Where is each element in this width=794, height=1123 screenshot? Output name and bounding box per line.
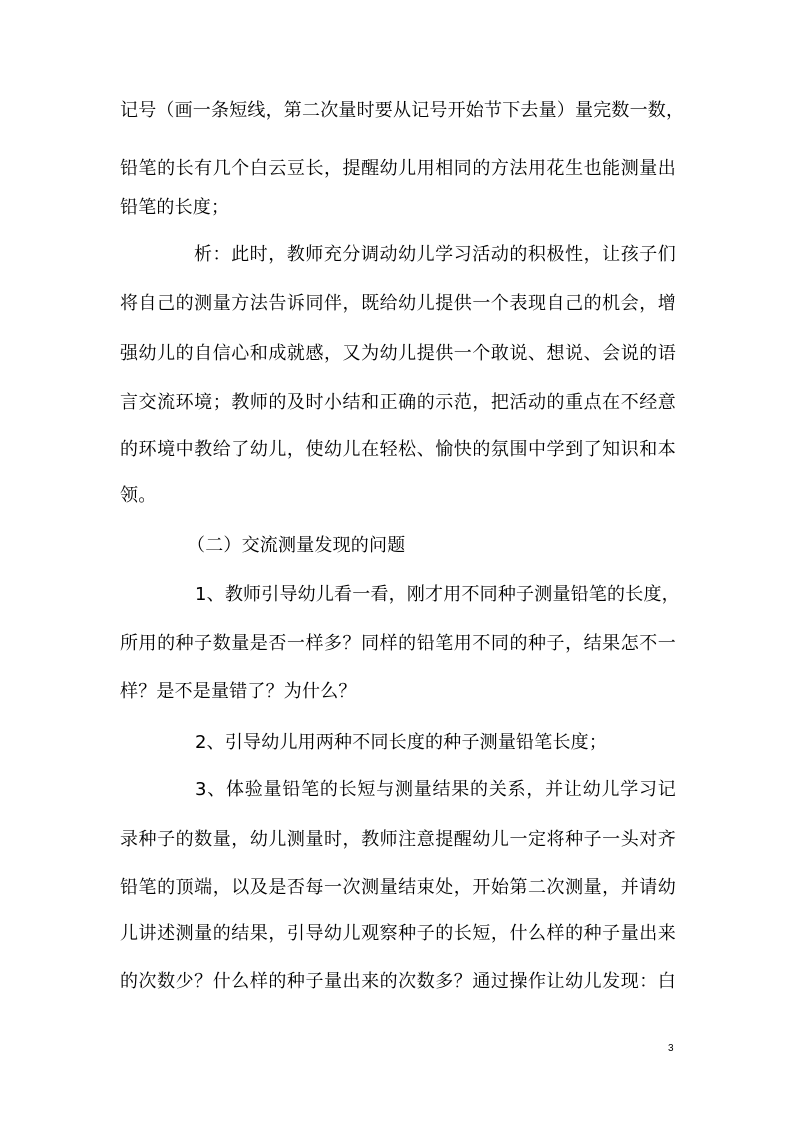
text-line: 的次数少？什么样的种子量出来的次数多？通过操作让幼儿发现：白 — [120, 971, 676, 992]
text-line: 铅笔的长度； — [120, 197, 230, 218]
text-line: 言交流环境；教师的及时小结和正确的示范，把活动的重点在不经意 — [120, 392, 676, 413]
text-line: 所用的种子数量是否一样多？同样的铅笔用不同的种子，结果怎不一 — [120, 633, 676, 654]
text-line: 强幼儿的自信心和成就感，又为幼儿提供一个敢说、想说、会说的语 — [120, 343, 676, 364]
text-line: 样？是不是量错了？为什么？ — [120, 681, 357, 702]
text-line: 领。 — [120, 485, 157, 506]
section-heading: （二）交流测量发现的问题 — [187, 535, 406, 556]
list-item-2-line: 2、引导幼儿用两种不同长度的种子测量铅笔长度； — [195, 732, 608, 753]
paragraph-first-line: 析：此时，教师充分调动幼儿学习活动的积极性，让孩子们 — [194, 244, 676, 265]
text-line: 铅笔的顶端，以及是否每一次测量结束处，开始第二次测量，并请幼 — [120, 877, 676, 898]
text-line: 记号（画一条短线，第二次量时要从记号开始节下去量）量完数一数， — [120, 100, 685, 121]
text-line: 的环境中教给了幼儿，使幼儿在轻松、愉快的氛围中学到了知识和本 — [120, 439, 676, 460]
text-line: 铅笔的长有几个白云豆长，提醒幼儿用相同的方法用花生也能测量出 — [120, 158, 676, 179]
page-number: 3 — [668, 1043, 674, 1054]
text-line: 将自己的测量方法告诉同伴，既给幼儿提供一个表现自己的机会，增 — [120, 293, 676, 314]
text-line: 儿讲述测量的结果，引导幼儿观察种子的长短，什么样的种子量出来 — [120, 923, 676, 944]
text-line: 录种子的数量，幼儿测量时，教师注意提醒幼儿一定将种子一头对齐 — [120, 829, 676, 850]
list-item-3-line: 3、体验量铅笔的长短与测量结果的关系，并让幼儿学习记 — [195, 779, 676, 800]
list-item-1-line: 1、教师引导幼儿看一看，刚才用不同种子测量铅笔的长度， — [195, 584, 680, 605]
